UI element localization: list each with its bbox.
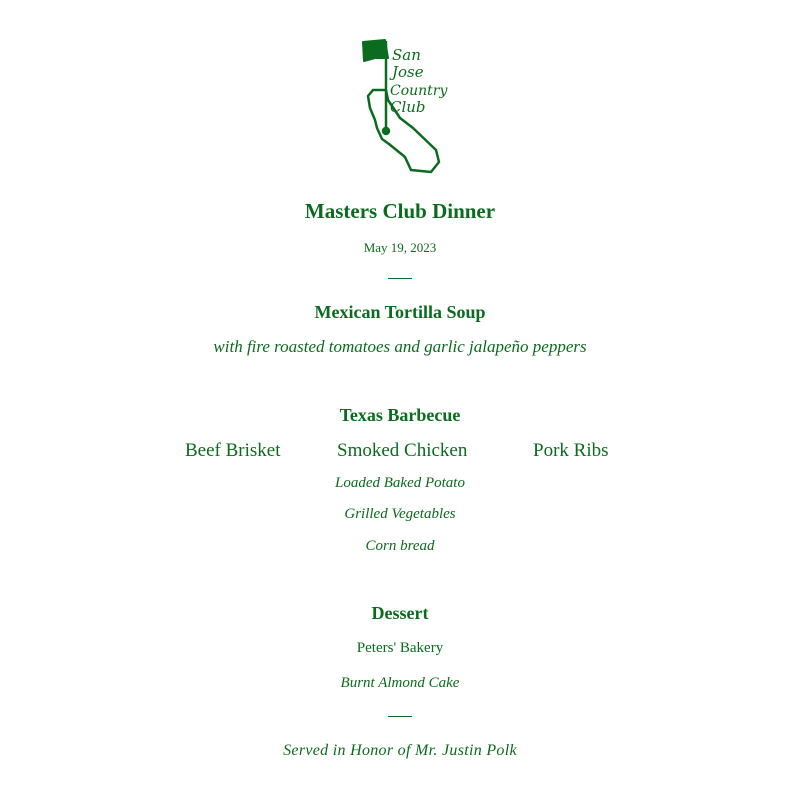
logo-line-jose: Jose — [392, 63, 424, 81]
dessert-bakery: Peters' Bakery — [356, 640, 444, 656]
top-divider — [388, 278, 412, 279]
dessert-course-title: Dessert — [371, 603, 429, 623]
honor-footer: Served in Honor of Mr. Justin Polk — [283, 742, 517, 759]
dessert-item: Burnt Almond Cake — [340, 675, 460, 691]
main-beef-brisket: Beef Brisket — [185, 440, 281, 461]
main-smoked-chicken: Smoked Chicken — [337, 440, 468, 461]
logo-line-san: San — [392, 46, 421, 64]
logo-line-club: Club — [390, 98, 426, 116]
side-loaded-baked-potato: Loaded Baked Potato — [335, 475, 465, 491]
soup-course-title: Mexican Tortilla Soup — [314, 302, 486, 322]
bbq-course-title: Texas Barbecue — [339, 405, 461, 425]
golf-ball-icon — [382, 127, 390, 135]
golf-flag-icon — [363, 40, 388, 61]
bottom-divider — [388, 716, 412, 717]
logo-line-country: Country — [390, 83, 448, 99]
side-corn-bread: Corn bread — [365, 538, 435, 554]
main-pork-ribs: Pork Ribs — [533, 440, 609, 461]
menu-date: May 19, 2023 — [363, 240, 437, 255]
soup-description: with fire roasted tomatoes and garlic jalapeño peppers — [213, 337, 587, 356]
side-grilled-vegetables: Grilled Vegetables — [344, 506, 456, 522]
bbq-mains — [0, 440, 800, 466]
menu-title: Masters Club Dinner — [304, 199, 496, 223]
club-logo — [355, 36, 465, 178]
